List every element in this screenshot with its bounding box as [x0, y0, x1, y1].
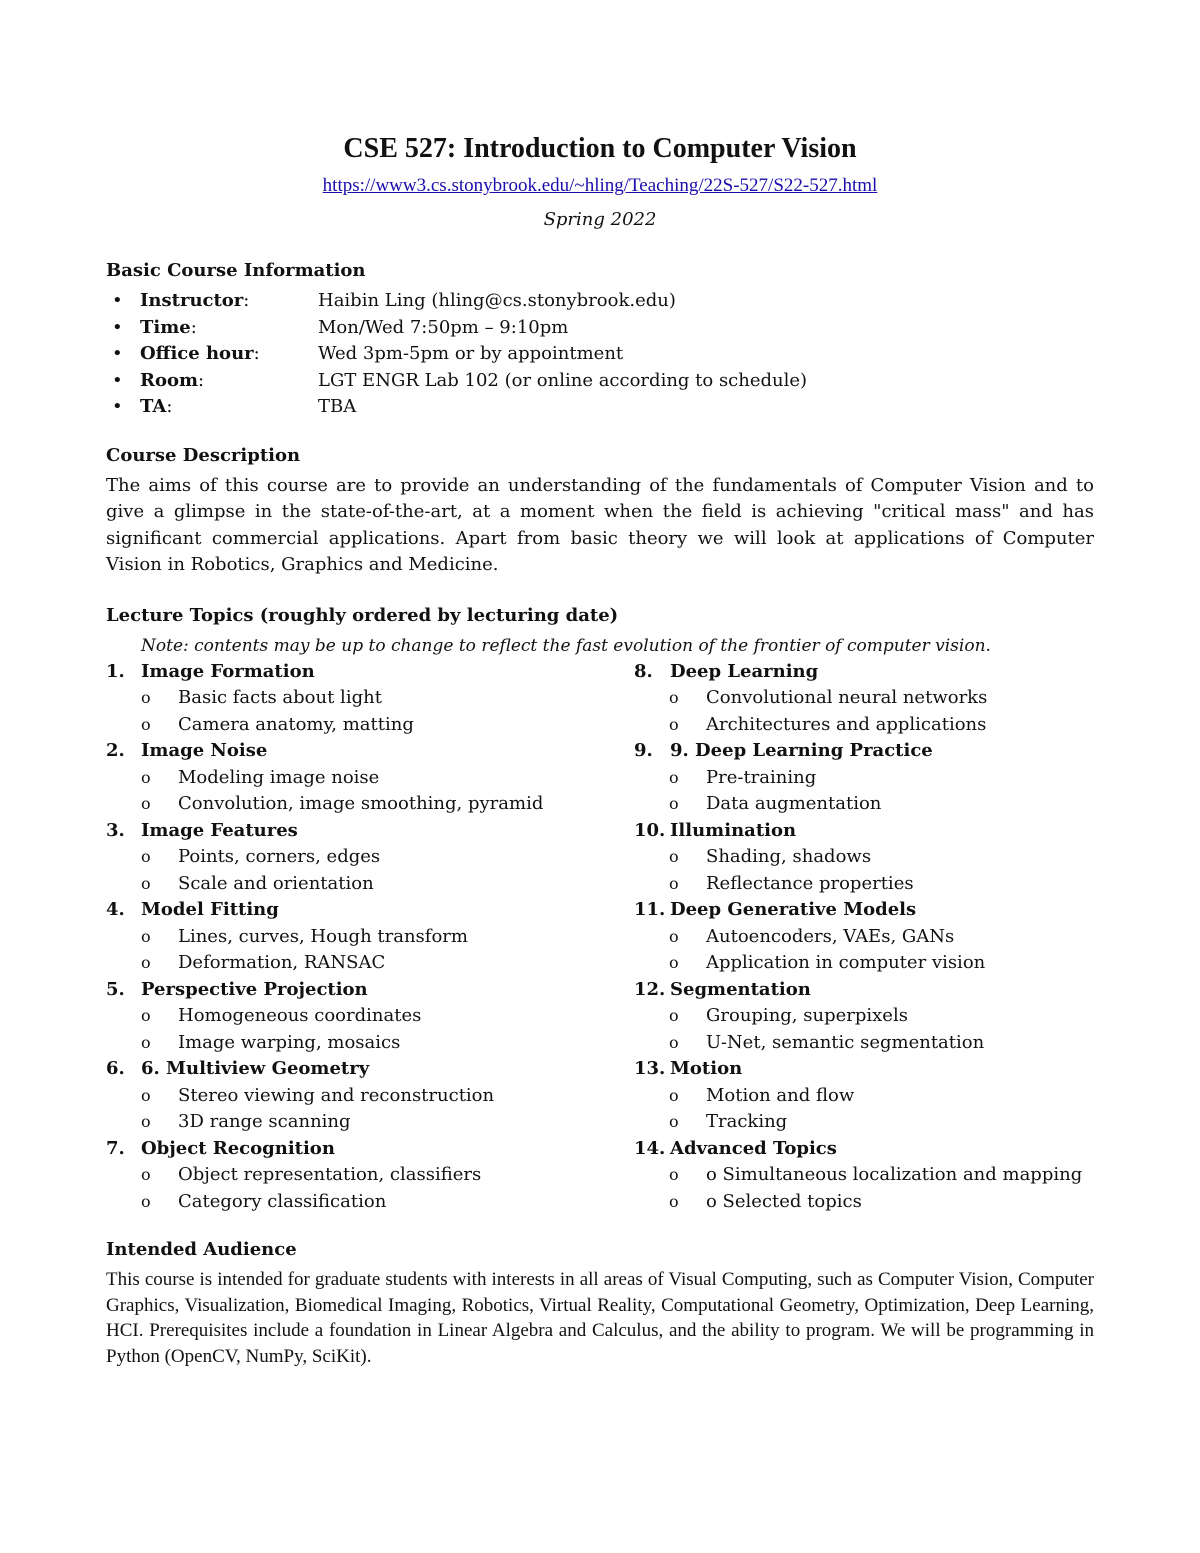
topic-number: 6. — [106, 1058, 125, 1079]
subtopic-text: Grouping, superpixels — [706, 1005, 908, 1026]
topic-item — [106, 1136, 634, 1216]
circle-bullet-icon: o — [141, 688, 151, 707]
subtopic-text: Autoencoders, VAEs, GANs — [706, 925, 955, 947]
topic-item — [634, 1056, 1094, 1136]
subtopic — [106, 1003, 634, 1030]
subtopic — [634, 950, 1094, 977]
topic-number: 13. — [634, 1058, 666, 1079]
topics-note: Note: contents may be up to change to reflect the fast evolution of the frontier of computer vision. — [141, 635, 991, 656]
intended-audience-text: This course is intended for graduate students with interests in all areas of Visual Computing, such as Computer Vision, Computer Graphics, Visualization, Biomedical Imaging, Robotics, Virtual Reality, Computational Geometry, Optimization, Deep Learning, HCI. Prerequisites include a foundation in Linear Algebra and Calculus, and the ability to program. We will be programming in Python (OpenCV, NumPy, SciKit). — [106, 1269, 1094, 1367]
subtopic-text: Homogeneous coordinates — [178, 1005, 422, 1026]
subtopic — [106, 950, 634, 977]
info-value: Haibin Ling (hling@cs.stonybrook.edu) — [318, 290, 676, 311]
info-label: TA: — [140, 396, 173, 417]
circle-bullet-icon: o — [669, 794, 679, 813]
bullet-icon: • — [112, 290, 123, 311]
topic-title: Deep Generative Models — [670, 899, 917, 920]
topic-number: 12. — [634, 978, 666, 1000]
subtopic — [634, 844, 1094, 871]
subtopic-text: 3D range scanning — [178, 1111, 351, 1132]
bullet-icon: • — [112, 369, 123, 391]
subtopic-text: Tracking — [706, 1111, 788, 1132]
info-label: Instructor: — [140, 290, 250, 311]
topic-item — [634, 818, 1094, 898]
topic-item — [106, 659, 634, 739]
subtopic — [106, 1189, 634, 1216]
subtopic — [106, 871, 634, 898]
intended-audience-heading: Intended Audience — [106, 1239, 297, 1260]
page-title: CSE 527: Introduction to Computer Vision — [343, 133, 857, 164]
subtopic-text: Data augmentation — [706, 793, 882, 814]
topic-item — [106, 977, 634, 1057]
topic-title: Image Formation — [141, 660, 315, 682]
circle-bullet-icon: o — [141, 873, 151, 893]
topic-item — [634, 897, 1094, 977]
topic-number: 11. — [634, 899, 666, 920]
info-item-time — [106, 315, 1094, 342]
subtopic — [106, 1109, 634, 1136]
subtopic-text: Scale and orientation — [178, 872, 374, 894]
subtopic — [106, 765, 634, 792]
subtopic — [634, 1162, 1094, 1189]
topic-item — [106, 897, 634, 977]
topic-number: 10. — [634, 819, 666, 841]
info-item-room — [106, 368, 1094, 395]
subtopic-text: Reflectance properties — [706, 872, 914, 894]
topic-item — [106, 1056, 634, 1136]
subtopic-text: Pre-training — [706, 766, 817, 788]
subtopic-text: Lines, curves, Hough transform — [178, 925, 468, 947]
subtopic-text: Convolution, image smoothing, pyramid — [178, 793, 544, 814]
basic-info-list — [106, 288, 1094, 421]
info-value: LGT ENGR Lab 102 (or online according to schedule) — [318, 369, 808, 391]
circle-bullet-icon: o — [141, 714, 151, 734]
subtopic — [634, 1003, 1094, 1030]
circle-bullet-icon: o — [141, 926, 151, 946]
term-label: Spring 2022 — [543, 209, 657, 230]
subtopic-text: Points, corners, edges — [178, 846, 381, 867]
subtopic-text: Architectures and applications — [706, 713, 987, 735]
topic-item — [634, 1136, 1094, 1216]
subtopic — [634, 1109, 1094, 1136]
circle-bullet-icon: o — [141, 953, 151, 972]
subtopic — [634, 1030, 1094, 1057]
circle-bullet-icon: o — [141, 767, 151, 787]
circle-bullet-icon: o — [669, 1085, 679, 1105]
subtopic — [106, 1030, 634, 1057]
subtopic — [106, 791, 634, 818]
subtopic — [106, 685, 634, 712]
topic-number: 7. — [106, 1137, 125, 1159]
topic-item — [634, 977, 1094, 1057]
circle-bullet-icon: o — [141, 1112, 151, 1131]
subtopic-text: Object representation, classifiers — [178, 1164, 482, 1185]
course-url-line — [106, 174, 1094, 198]
circle-bullet-icon: o — [669, 1032, 679, 1052]
subtopic-text: Basic facts about light — [178, 687, 382, 708]
topics-columns — [106, 659, 1094, 1216]
info-item-instructor — [106, 288, 1094, 315]
subtopic — [106, 1162, 634, 1189]
subtopic-text: Motion and flow — [706, 1084, 855, 1106]
info-label-text: Room — [140, 369, 199, 391]
subtopic — [634, 871, 1094, 898]
info-value: Mon/Wed 7:50pm – 9:10pm — [318, 316, 569, 338]
lecture-topics-heading: Lecture Topics (roughly ordered by lecturing date) — [106, 604, 619, 626]
info-label-text: TA — [140, 396, 167, 417]
basic-info-heading: Basic Course Information — [106, 260, 366, 281]
topic-title: Perspective Projection — [141, 978, 368, 1000]
subtopic — [634, 685, 1094, 712]
info-item-ta — [106, 394, 1094, 421]
subtopic — [106, 712, 634, 739]
subtopic-text: Camera anatomy, matting — [178, 713, 414, 735]
circle-bullet-icon: o — [141, 1032, 151, 1052]
subtopic-text: Application in computer vision — [706, 952, 986, 973]
subtopic — [106, 924, 634, 951]
subtopic — [634, 1189, 1094, 1216]
topic-title: Image Noise — [141, 740, 268, 761]
topic-item — [106, 738, 634, 818]
info-item-office-hour — [106, 341, 1094, 368]
circle-bullet-icon: o — [141, 1085, 151, 1105]
circle-bullet-icon: o — [141, 1191, 151, 1211]
info-label: Room: — [140, 369, 205, 391]
circle-bullet-icon: o — [669, 767, 679, 787]
course-description-text: The aims of this course are to provide an understanding of the fundamentals of Computer Vision and to give a glimpse in the state-of-the-art, at a moment when the field is achieving "critical mass" and has significant commercial applications. Apart from basic theory we will look at applications of Computer Vision in Robotics, Graphics and Medicine. — [106, 474, 1094, 575]
info-label-text: Time — [140, 316, 191, 338]
subtopic-text: Shading, shadows — [706, 846, 872, 867]
info-label-text: Instructor — [140, 290, 244, 311]
topic-title: Object Recognition — [141, 1137, 335, 1159]
circle-bullet-icon: o — [669, 847, 679, 866]
topic-item — [634, 738, 1094, 818]
topic-title: Deep Learning — [670, 660, 819, 682]
subtopic — [634, 1083, 1094, 1110]
circle-bullet-icon: o — [669, 714, 679, 734]
circle-bullet-icon: o — [141, 1165, 151, 1184]
circle-bullet-icon: o — [669, 926, 679, 946]
topic-title: Illumination — [670, 819, 797, 841]
topic-number: 9. — [634, 740, 653, 761]
subtopic-text: o Simultaneous localization and mapping — [706, 1164, 1083, 1185]
topic-item — [106, 818, 634, 898]
circle-bullet-icon: o — [669, 873, 679, 893]
topic-number: 14. — [634, 1137, 666, 1159]
topic-title: 9. Deep Learning Practice — [670, 740, 933, 761]
course-description-heading: Course Description — [106, 444, 301, 466]
topic-number: 4. — [106, 899, 125, 920]
bullet-icon: • — [112, 343, 123, 364]
topic-title: Segmentation — [670, 978, 811, 1000]
topics-right-column — [634, 659, 1094, 1216]
circle-bullet-icon: o — [141, 794, 151, 813]
circle-bullet-icon: o — [669, 688, 679, 707]
info-value: Wed 3pm-5pm or by appointment — [318, 343, 624, 364]
circle-bullet-icon: o — [669, 1165, 679, 1184]
subtopic — [106, 844, 634, 871]
subtopic-text: U-Net, semantic segmentation — [706, 1031, 985, 1053]
subtopic-text: Modeling image noise — [178, 766, 380, 788]
subtopic — [634, 712, 1094, 739]
circle-bullet-icon: o — [141, 847, 151, 866]
info-label: Time: — [140, 316, 197, 338]
course-url-link[interactable]: https://www3.cs.stonybrook.edu/~hling/Teaching/22S-527/S22-527.html — [322, 175, 878, 196]
subtopic — [634, 791, 1094, 818]
subtopic-text: o Selected topics — [706, 1190, 862, 1212]
subtopic — [634, 765, 1094, 792]
subtopic-text: Convolutional neural networks — [706, 687, 988, 708]
circle-bullet-icon: o — [141, 1006, 151, 1025]
subtopic-text: Category classification — [178, 1190, 387, 1212]
subtopic-text: Image warping, mosaics — [178, 1031, 401, 1053]
subtopic-text: Deformation, RANSAC — [178, 952, 386, 973]
circle-bullet-icon: o — [669, 953, 679, 972]
bullet-icon: • — [112, 316, 123, 338]
circle-bullet-icon: o — [669, 1006, 679, 1025]
topic-number: 8. — [634, 660, 653, 682]
topic-number: 1. — [106, 660, 125, 682]
info-label: Office hour: — [140, 343, 260, 364]
topic-number: 2. — [106, 740, 125, 761]
topic-title: 6. Multiview Geometry — [141, 1058, 370, 1079]
topic-item — [634, 659, 1094, 739]
subtopic — [634, 924, 1094, 951]
topic-title: Image Features — [141, 819, 298, 841]
topic-title: Advanced Topics — [670, 1137, 837, 1159]
topic-number: 5. — [106, 978, 125, 1000]
topic-title: Motion — [670, 1058, 743, 1079]
circle-bullet-icon: o — [669, 1191, 679, 1211]
topic-number: 3. — [106, 819, 125, 841]
subtopic-text: Stereo viewing and reconstruction — [178, 1084, 495, 1106]
topics-left-column — [106, 659, 634, 1216]
info-label-text: Office hour — [140, 343, 254, 364]
info-value: TBA — [318, 396, 357, 417]
topic-title: Model Fitting — [141, 899, 279, 920]
bullet-icon: • — [112, 396, 123, 417]
subtopic — [106, 1083, 634, 1110]
circle-bullet-icon: o — [669, 1112, 679, 1131]
